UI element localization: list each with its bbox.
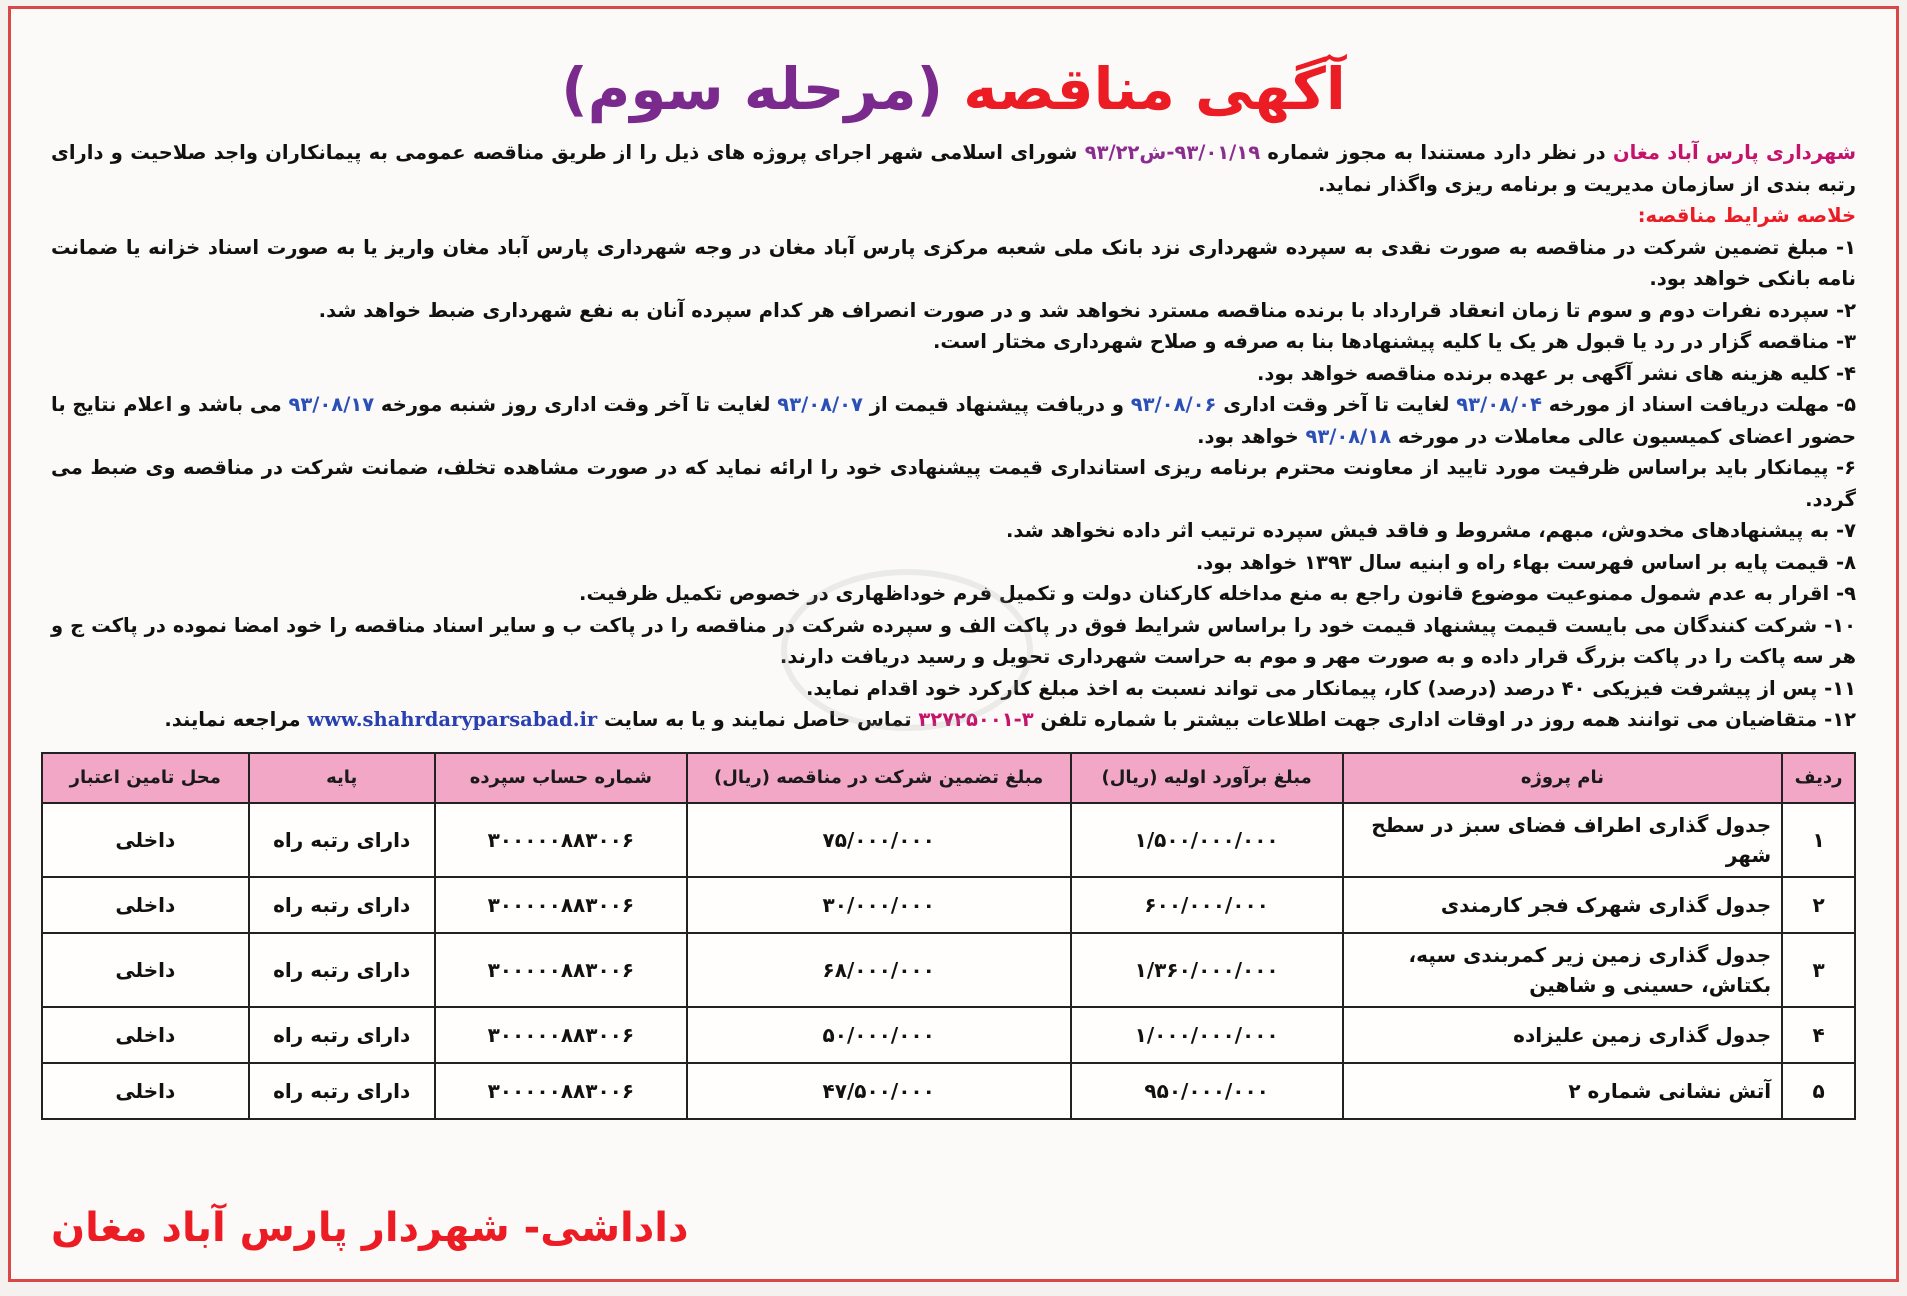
header-funding: محل تامین اعتبار — [42, 753, 249, 803]
intro-text-2: شورای اسلامی شهر اجرای پروژه های ذیل را از طریق مناقصه عمومی به پیمانکاران واجد صلاحیت و دارای رتبه بندی از سازمان مدیریت و برنامه ریزی واگذار نماید. — [51, 141, 1856, 196]
condition-8: ۸- قیمت پایه بر اساس فهرست بهاء راه و ابنیه سال ۱۳۹۳ خواهد بود. — [1195, 550, 1856, 574]
table-row — [42, 1063, 1855, 1119]
c5-text-b: لغایت تا آخر وقت اداری — [1216, 393, 1457, 416]
c5-text-c: و دریافت پیشنهاد قیمت از — [862, 393, 1131, 416]
condition-3: ۳- مناقصه گزار در رد یا قبول هر یک یا کلیه پیشنهادها بنا به صرفه و صلاح شهرداری مختار است. — [933, 330, 1856, 353]
c5-text-f: خواهد بود. — [1197, 424, 1306, 448]
cell-account: ۳۰۰۰۰۰۸۸۳۰۰۶ — [435, 803, 687, 877]
condition-5 — [51, 389, 1856, 452]
table-row — [42, 877, 1855, 933]
projects-table — [41, 752, 1856, 1120]
condition-1: ۱- مبلغ تضمین شرکت در مناقصه به صورت نقدی به سپرده شهرداری نزد بانک ملی شعبه مرکزی پارس آباد مغان در وجه شهرداری پارس آباد مغان واریز یا به صورت اسناد خزانه یا ضمانت نامه بانکی خواهد بود. — [51, 235, 1856, 290]
cell-base: دارای رتبه راه — [249, 803, 435, 877]
header-account: شماره حساب سپرده — [435, 753, 687, 803]
table-row — [42, 1007, 1855, 1063]
condition-4: ۴- کلیه هزینه های نشر آگهی بر عهده برنده مناقصه خواهد بود. — [1256, 361, 1856, 385]
cell-project-name: جدول گذاری زمین علیزاده — [1343, 1007, 1782, 1063]
title-main: آگهی مناقصه — [963, 55, 1346, 123]
cell-project-name: جدول گذاری شهرک فجر کارمندی — [1343, 877, 1782, 933]
cell-estimate: ۱/۰۰۰/۰۰۰/۰۰۰ — [1071, 1007, 1343, 1063]
cell-index: ۴ — [1782, 1007, 1855, 1063]
cell-index: ۳ — [1782, 933, 1855, 1007]
cell-project-name: جدول گذاری زمین زیر کمربندی سپه، بکتاش، حسینی و شاهین — [1343, 933, 1782, 1007]
cell-estimate: ۱/۳۶۰/۰۰۰/۰۰۰ — [1071, 933, 1343, 1007]
cell-account: ۳۰۰۰۰۰۸۸۳۰۰۶ — [435, 933, 687, 1007]
cell-guarantee: ۶۸/۰۰۰/۰۰۰ — [687, 933, 1071, 1007]
website-link[interactable]: www.shahrdaryparsabad.ir — [307, 708, 598, 731]
condition-7: ۷- به پیشنهادهای مخدوش، مبهم، مشروط و فاقد فیش سپرده ترتیب اثر داده نخواهد شد. — [1005, 519, 1856, 542]
c5-date-3: ۹۳/۰۸/۰۷ — [777, 393, 863, 416]
condition-10: ۱۰- شرکت کنندگان می بایست قیمت پیشنهاد قیمت خود را براساس شرایط فوق در پاکت الف و سپرده شرکت در مناقصه را در پاکت ب و سایر اسناد مناقصه را خود امضا نموده در پاکت ج و هر سه پاکت را در پاکت بزرگ قرار داده و به صورت مهر و موم به حراست شهرداری تحویل و رسید دریافت دارند. — [51, 613, 1856, 668]
cell-base: دارای رتبه راه — [249, 1063, 435, 1119]
header-guarantee: مبلغ تضمین شرکت در مناقصه (ریال) — [687, 753, 1071, 803]
cell-account: ۳۰۰۰۰۰۸۸۳۰۰۶ — [435, 877, 687, 933]
cell-guarantee: ۳۰/۰۰۰/۰۰۰ — [687, 877, 1071, 933]
c5-date-2: ۹۳/۰۸/۰۶ — [1130, 393, 1217, 416]
table-header-row — [42, 753, 1855, 803]
cell-funding: داخلی — [42, 877, 249, 933]
condition-6: ۶- پیمانکار باید براساس ظرفیت مورد تایید از معاونت محترم برنامه ریزی استانداری قیمت پیشنهادی خود را ارائه نماید که در صورت مشاهده تخلف، ضمانت شرکت در مناقصه وی ضبط می گردد. — [51, 456, 1856, 511]
c5-text-e: می باشد و اعلام نتایج با حضور اعضای کمیسیون عالی معاملات در مورخه — [51, 393, 1856, 448]
cell-funding: داخلی — [42, 933, 249, 1007]
cell-guarantee: ۴۷/۵۰۰/۰۰۰ — [687, 1063, 1071, 1119]
c5-date-4: ۹۳/۰۸/۱۷ — [288, 393, 375, 416]
cell-account: ۳۰۰۰۰۰۸۸۳۰۰۶ — [435, 1063, 687, 1119]
phone-number: ۳-۳۲۷۲۵۰۰۱ — [918, 708, 1034, 731]
cell-estimate: ۱/۵۰۰/۰۰۰/۰۰۰ — [1071, 803, 1343, 877]
cell-index: ۱ — [1782, 803, 1855, 877]
cell-estimate: ۶۰۰/۰۰۰/۰۰۰ — [1071, 877, 1343, 933]
condition-11: ۱۱- پس از پیشرفت فیزیکی ۴۰ درصد (درصد) کار، پیمانکار می تواند نسبت به اخذ مبلغ کارکرد خود اقدام نماید. — [805, 676, 1856, 700]
c5-text-d: لغایت تا آخر وقت اداری روز شنبه مورخه — [374, 393, 778, 416]
header-base: پایه — [249, 753, 435, 803]
condition-2: ۲- سپرده نفرات دوم و سوم تا زمان انعقاد قرارداد با برنده مناقصه مسترد نخواهد شد و در صورت انصراف هر کدام سپرده آنان به نفع شهرداری ضبط خواهد شد. — [318, 298, 1856, 322]
cell-project-name: جدول گذاری اطراف فضای سبز در سطح شهر — [1343, 803, 1782, 877]
header-project-name: نام پروژه — [1343, 753, 1782, 803]
c5-date-5: ۹۳/۰۸/۱۸ — [1305, 424, 1392, 448]
cell-guarantee: ۵۰/۰۰۰/۰۰۰ — [687, 1007, 1071, 1063]
cell-project-name: آتش نشانی شماره ۲ — [1343, 1063, 1782, 1119]
header-index: ردیف — [1782, 753, 1855, 803]
c12-text-a: ۱۲- متقاضیان می توانند همه روز در اوقات اداری جهت اطلاعات بیشتر با شماره تلفن — [1033, 708, 1856, 731]
table-row — [42, 803, 1855, 877]
permit-number: ۹۳/۰۱/۱۹-ش۹۳/۲۲ — [1084, 141, 1261, 164]
cell-funding: داخلی — [42, 1063, 249, 1119]
cell-index: ۲ — [1782, 877, 1855, 933]
cell-base: دارای رتبه راه — [249, 933, 435, 1007]
c12-text-b: تماس حاصل نمایند و یا به سایت — [597, 708, 919, 731]
notice-title — [51, 49, 1856, 129]
table-row — [42, 933, 1855, 1007]
cell-index: ۵ — [1782, 1063, 1855, 1119]
watermark-logo — [781, 569, 1033, 731]
c5-date-1: ۹۳/۰۸/۰۴ — [1456, 393, 1542, 416]
title-stage: (مرحله سوم) — [561, 55, 944, 123]
condition-9: ۹- اقرار به عدم شمول ممنوعیت موضوع قانون راجع به منع مداخله کارکنان دولت و تکمیل فرم خوداظهاری در خصوص تکمیل ظرفیت. — [579, 582, 1856, 605]
tender-notice — [8, 6, 1899, 1282]
cell-account: ۳۰۰۰۰۰۸۸۳۰۰۶ — [435, 1007, 687, 1063]
c5-text-a: ۵- مهلت دریافت اسناد از مورخه — [1541, 393, 1856, 416]
summary-heading: خلاصه شرایط مناقصه: — [1637, 204, 1856, 227]
intro-text-1: در نظر دارد مستندا به مجوز شماره — [1260, 141, 1613, 164]
cell-guarantee: ۷۵/۰۰۰/۰۰۰ — [687, 803, 1071, 877]
signature: داداشی- شهردار پارس آباد مغان — [51, 1205, 689, 1251]
cell-funding: داخلی — [42, 803, 249, 877]
cell-base: دارای رتبه راه — [249, 877, 435, 933]
cell-funding: داخلی — [42, 1007, 249, 1063]
cell-estimate: ۹۵۰/۰۰۰/۰۰۰ — [1071, 1063, 1343, 1119]
header-estimate: مبلغ برآورد اولیه (ریال) — [1071, 753, 1343, 803]
c12-text-c: مراجعه نمایند. — [164, 708, 308, 731]
intro-paragraph — [51, 137, 1856, 200]
cell-base: دارای رتبه راه — [249, 1007, 435, 1063]
org-name: شهرداری پارس آباد مغان — [1612, 141, 1856, 164]
